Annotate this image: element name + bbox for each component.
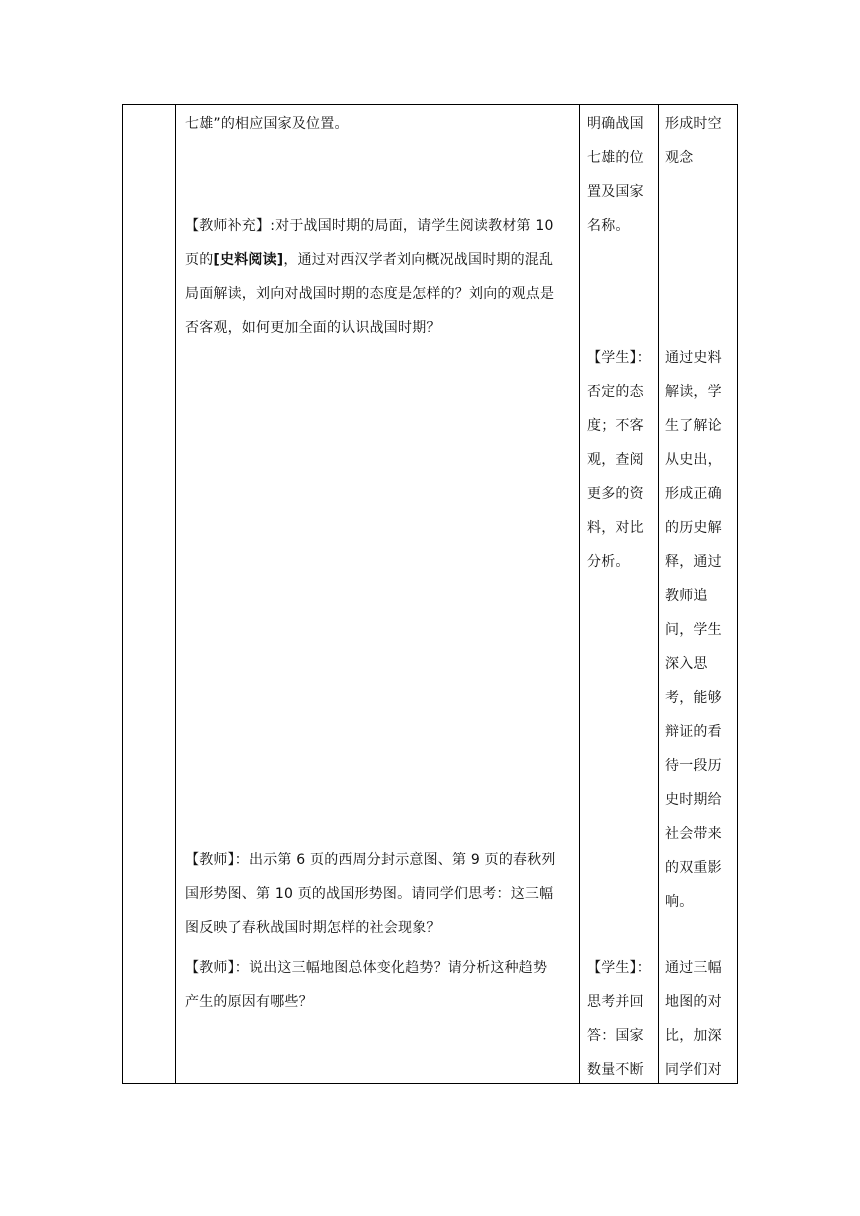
text-line: 考，能够 (665, 690, 722, 706)
text-line: 生了解论 (665, 418, 722, 434)
text-line: 的双重影 (665, 860, 722, 876)
student-activity-block-2 (587, 341, 653, 579)
text-line: 否定的态 (587, 384, 644, 400)
student-activity-block-3 (587, 951, 653, 1087)
text-line: 待一段历 (665, 758, 722, 774)
teaching-content-paragraph-4 (185, 951, 573, 1019)
text-line: 【教师补充】:对于战国时期的局面，请学生阅读教材第 10 (185, 218, 554, 234)
text-line: 【学生】： (587, 350, 651, 366)
text-line: 置及国家 (587, 184, 644, 200)
text-line: 【教师】：出示第 6 页的西周分封示意图、第 9 页的春秋列 (185, 852, 556, 868)
column-divider (175, 105, 176, 1083)
text-line: 社会带来 (665, 826, 722, 842)
text-line: 局面解读，刘向对战国时期的态度是怎样的？刘向的观点是 (185, 286, 555, 302)
column-divider (658, 105, 659, 1083)
text-line: 思考并回 (587, 994, 644, 1010)
text-line: 释，通过 (665, 554, 722, 570)
text-line: 同学们对 (665, 1062, 722, 1078)
text-line: 分析。 (587, 554, 630, 570)
text-line: 【教师】：说出这三幅地图总体变化趋势？请分析这种趋势 (185, 960, 548, 976)
text-line: 产生的原因有哪些？ (185, 994, 313, 1010)
text-line: 名称。 (587, 218, 630, 234)
text-line (185, 243, 573, 277)
student-activity-block-1 (587, 107, 653, 243)
text-line: 通过史料 (665, 350, 722, 366)
design-intent-block-2 (665, 341, 733, 919)
text-segment: ，通过对西汉学者刘向概况战国时期的混乱 (283, 252, 554, 268)
text-line: 比，加深 (665, 1028, 722, 1044)
teaching-content-paragraph-1 (185, 107, 573, 141)
source-reading-label: [史料阅读] (213, 252, 284, 268)
text-line: 形成正确 (665, 486, 722, 502)
teaching-content-paragraph-3 (185, 843, 573, 945)
teaching-content-paragraph-2 (185, 209, 573, 345)
text-line: 数量不断 (587, 1062, 644, 1078)
text-line: 响。 (665, 894, 694, 910)
text-line: 答：国家 (587, 1028, 644, 1044)
text-line: 问，学生 (665, 622, 722, 638)
design-intent-block-3 (665, 951, 733, 1087)
text-line: 度；不客 (587, 418, 644, 434)
text-line: 否客观，如何更加全面的认识战国时期？ (185, 320, 441, 336)
column-divider (579, 105, 580, 1083)
text-line: 观，查阅 (587, 452, 644, 468)
text-line: 辩证的看 (665, 724, 722, 740)
text-line: 【学生】： (587, 960, 651, 976)
text-line: 史时期给 (665, 792, 722, 808)
text-line: 料，对比 (587, 520, 644, 536)
text-line: 从史出， (665, 452, 722, 468)
text-line: 国形势图、第 10 页的战国形势图。请同学们思考：这三幅 (185, 886, 554, 902)
text-line: 更多的资 (587, 486, 644, 502)
text-line: 教师追 (665, 588, 708, 604)
text-line: 通过三幅 (665, 960, 722, 976)
text-line: 明确战国 (587, 116, 644, 132)
text-line: 七雄的位 (587, 150, 644, 166)
text-line: 地图的对 (665, 994, 722, 1010)
design-intent-block-1 (665, 107, 733, 175)
text-line: 观念 (665, 150, 694, 166)
lesson-plan-table (122, 104, 738, 1084)
text-line: 的历史解 (665, 520, 722, 536)
text-segment: 页的 (185, 252, 214, 268)
text-line: 图反映了春秋战国时期怎样的社会现象？ (185, 920, 441, 936)
text-line: 解读，学 (665, 384, 722, 400)
text-line: 形成时空 (665, 116, 722, 132)
text-line: 深入思 (665, 656, 708, 672)
text-line: 七雄”的相应国家及位置。 (185, 116, 349, 132)
